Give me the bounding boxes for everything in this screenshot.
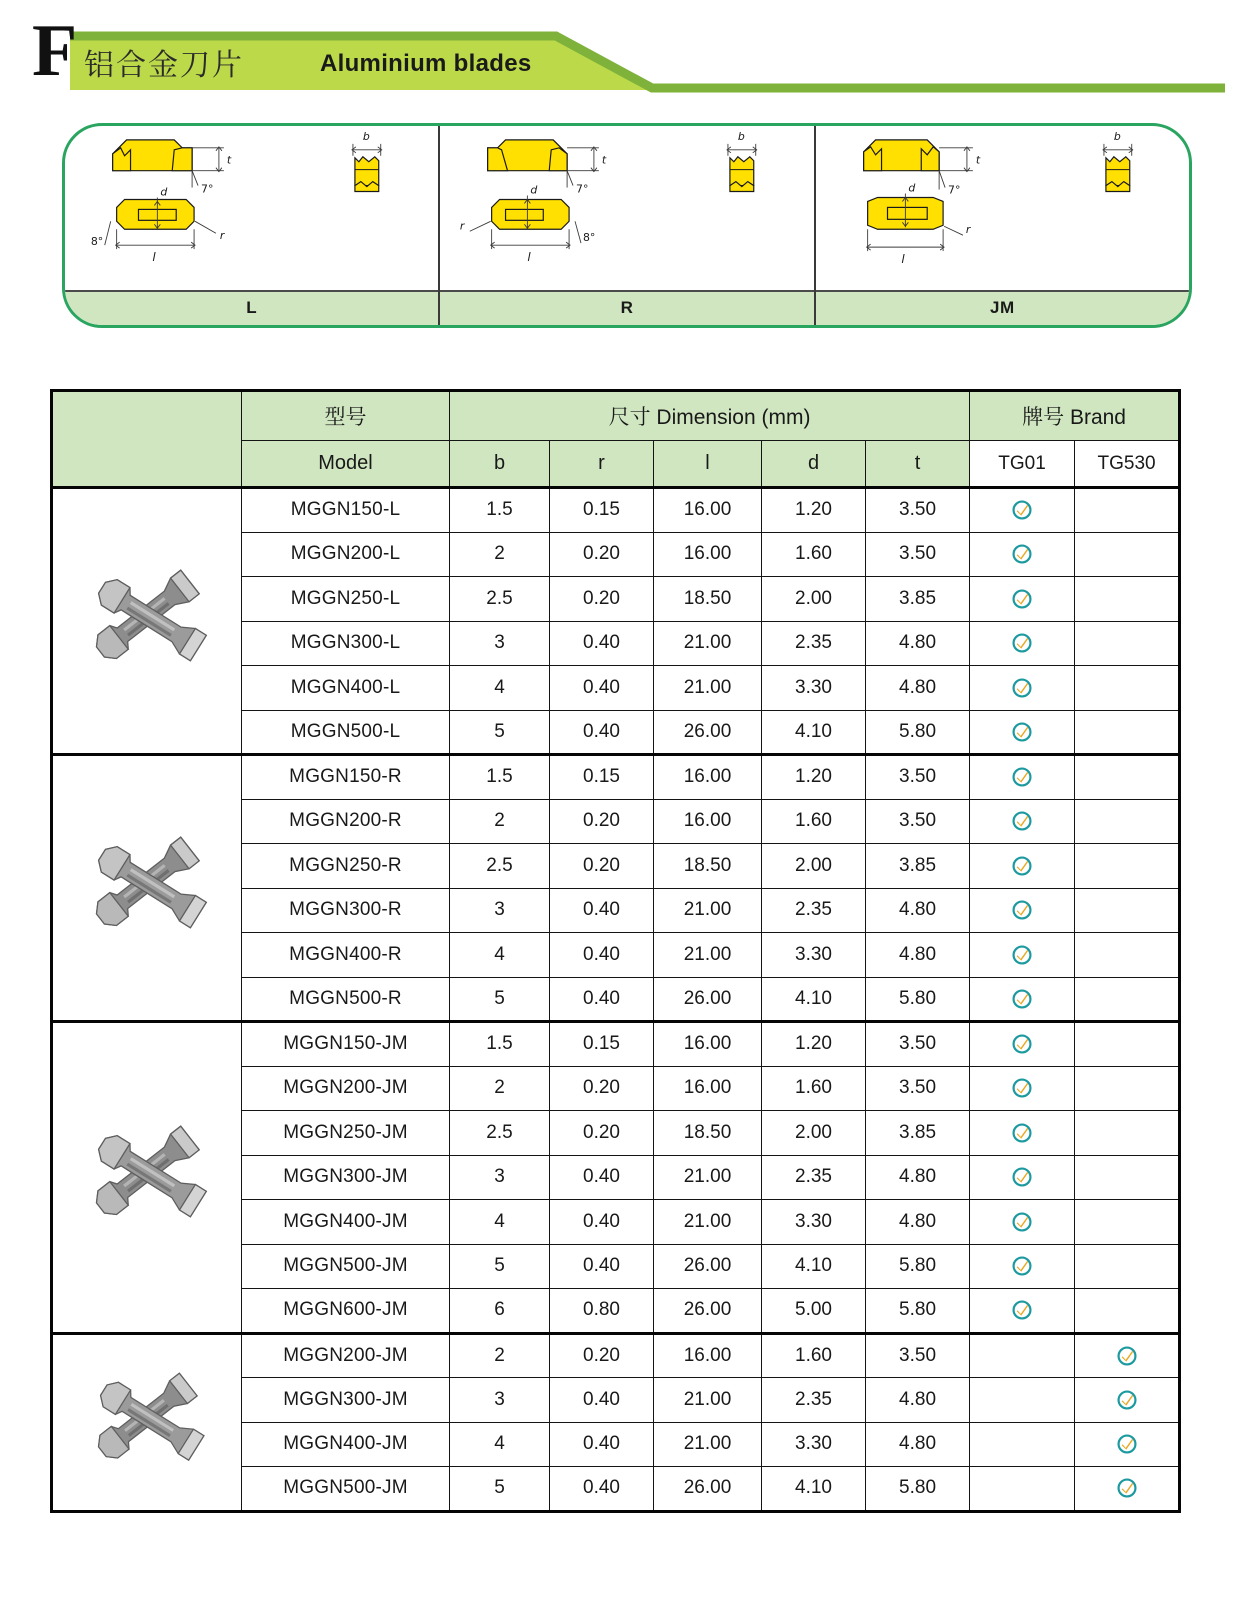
cell-d: 4.10: [762, 710, 866, 755]
cell-r: 0.20: [550, 532, 654, 577]
empty-mark: [1116, 674, 1138, 696]
cell-brand-tg01: [970, 1378, 1075, 1423]
product-photo: [53, 1102, 241, 1252]
cell-model: MGGN500-L: [242, 710, 450, 755]
header-col-l: l: [654, 441, 762, 488]
cell-d: 2.35: [762, 888, 866, 933]
page-title-english: Aluminium blades: [320, 50, 532, 77]
cell-l: 16.00: [654, 755, 762, 800]
cell-brand-tg01: [970, 710, 1075, 755]
cell-r: 0.20: [550, 844, 654, 889]
diagram-label-r: R: [440, 290, 813, 325]
check-circle-icon: [1011, 1077, 1033, 1099]
product-photo-cell: [52, 1333, 242, 1511]
cell-t: 4.80: [866, 666, 970, 711]
cell-brand-tg530: [1075, 888, 1180, 933]
check-circle-icon: [1011, 588, 1033, 610]
cell-d: 5.00: [762, 1289, 866, 1334]
table-row: [52, 1333, 1180, 1378]
cell-brand-tg530: [1075, 1111, 1180, 1156]
cell-t: 4.80: [866, 888, 970, 933]
cell-b: 2: [450, 799, 550, 844]
check-circle-icon: [1011, 543, 1033, 565]
cell-brand-tg01: [970, 1155, 1075, 1200]
product-photo-cell: [52, 1022, 242, 1334]
cell-model: MGGN200-L: [242, 532, 450, 577]
empty-mark: [1011, 1342, 1033, 1364]
empty-mark: [1011, 1430, 1033, 1452]
cell-b: 1.5: [450, 488, 550, 533]
cell-r: 0.20: [550, 1333, 654, 1378]
empty-mark: [1116, 1119, 1138, 1141]
cell-model: MGGN300-L: [242, 621, 450, 666]
diagram-cell-r: [440, 126, 815, 325]
check-circle-icon: [1011, 1299, 1033, 1321]
cell-b: 1.5: [450, 755, 550, 800]
specification-table: [50, 389, 1181, 1513]
cell-b: 6: [450, 1289, 550, 1334]
diagram-label-l: L: [65, 290, 438, 325]
cell-b: 2: [450, 1333, 550, 1378]
check-circle-icon: [1011, 766, 1033, 788]
cell-model: MGGN150-L: [242, 488, 450, 533]
check-circle-icon: [1011, 1255, 1033, 1277]
cell-r: 0.40: [550, 977, 654, 1022]
cell-brand-tg01: [970, 799, 1075, 844]
cell-d: 2.35: [762, 621, 866, 666]
cell-d: 2.00: [762, 577, 866, 622]
cell-r: 0.40: [550, 1422, 654, 1467]
cell-l: 16.00: [654, 799, 762, 844]
cell-r: 0.40: [550, 666, 654, 711]
svg-text:r: r: [460, 219, 465, 233]
cell-l: 26.00: [654, 710, 762, 755]
cell-l: 18.50: [654, 844, 762, 889]
check-circle-icon: [1011, 721, 1033, 743]
cell-brand-tg01: [970, 1244, 1075, 1289]
cell-t: 3.50: [866, 532, 970, 577]
cell-brand-tg01: [970, 488, 1075, 533]
cell-model: MGGN200-JM: [242, 1333, 450, 1378]
diagram-label-jm: JM: [816, 290, 1189, 325]
cell-l: 21.00: [654, 621, 762, 666]
cell-brand-tg01: [970, 577, 1075, 622]
cell-r: 0.40: [550, 1200, 654, 1245]
check-circle-icon: [1116, 1433, 1138, 1455]
table-row: [52, 755, 1180, 800]
svg-text:d: d: [160, 185, 168, 199]
cell-model: MGGN200-JM: [242, 1066, 450, 1111]
svg-text:d: d: [530, 183, 538, 197]
svg-text:8°: 8°: [90, 235, 104, 249]
empty-mark: [1116, 985, 1138, 1007]
cell-b: 3: [450, 621, 550, 666]
cell-d: 3.30: [762, 666, 866, 711]
cell-l: 26.00: [654, 977, 762, 1022]
cell-b: 4: [450, 1422, 550, 1467]
empty-mark: [1116, 1208, 1138, 1230]
table-row: [52, 488, 1180, 533]
cell-b: 2.5: [450, 1111, 550, 1156]
empty-mark: [1116, 941, 1138, 963]
cell-b: 2: [450, 532, 550, 577]
check-circle-icon: [1116, 1477, 1138, 1499]
cell-l: 21.00: [654, 666, 762, 711]
cell-b: 2.5: [450, 844, 550, 889]
cell-t: 3.85: [866, 577, 970, 622]
cell-l: 16.00: [654, 1022, 762, 1067]
cell-d: 1.60: [762, 799, 866, 844]
cell-d: 1.60: [762, 1066, 866, 1111]
cell-b: 3: [450, 1155, 550, 1200]
cell-b: 5: [450, 710, 550, 755]
svg-text:r: r: [219, 229, 225, 243]
cell-l: 21.00: [654, 1422, 762, 1467]
empty-mark: [1116, 540, 1138, 562]
cell-brand-tg530: [1075, 933, 1180, 978]
cell-brand-tg01: [970, 888, 1075, 933]
table-row: [52, 1022, 1180, 1067]
cell-r: 0.40: [550, 888, 654, 933]
blade-drawing-l: [65, 126, 438, 290]
cell-brand-tg530: [1075, 1289, 1180, 1334]
empty-mark: [1116, 718, 1138, 740]
cell-brand-tg01: [970, 1200, 1075, 1245]
blade-diagram-panel: [62, 123, 1192, 328]
check-circle-icon: [1011, 899, 1033, 921]
svg-text:7°: 7°: [201, 182, 214, 196]
table-body: [52, 488, 1180, 1512]
svg-text:l: l: [527, 250, 532, 265]
cell-b: 5: [450, 1244, 550, 1289]
cell-brand-tg01: [970, 1066, 1075, 1111]
check-circle-icon: [1011, 499, 1033, 521]
cell-model: MGGN300-JM: [242, 1378, 450, 1423]
product-photo: [53, 813, 241, 963]
cell-brand-tg530: [1075, 1333, 1180, 1378]
cell-l: 16.00: [654, 532, 762, 577]
cell-b: 4: [450, 666, 550, 711]
svg-text:l: l: [152, 250, 156, 265]
blade-drawing-r: [440, 126, 813, 290]
table-header: [52, 391, 1180, 488]
diagram-cell-l: [65, 126, 440, 325]
cell-l: 21.00: [654, 1200, 762, 1245]
cell-l: 21.00: [654, 888, 762, 933]
cell-r: 0.20: [550, 577, 654, 622]
cell-brand-tg530: [1075, 1244, 1180, 1289]
check-circle-icon: [1011, 810, 1033, 832]
cell-r: 0.15: [550, 488, 654, 533]
header-col-tg530: TG530: [1075, 441, 1180, 488]
svg-text:7°: 7°: [947, 183, 961, 197]
empty-mark: [1116, 763, 1138, 785]
cell-model: MGGN150-JM: [242, 1022, 450, 1067]
cell-brand-tg530: [1075, 1155, 1180, 1200]
cell-brand-tg530: [1075, 977, 1180, 1022]
cell-r: 0.20: [550, 1111, 654, 1156]
cell-t: 4.80: [866, 1378, 970, 1423]
cell-brand-tg01: [970, 1467, 1075, 1512]
cell-r: 0.15: [550, 755, 654, 800]
cell-brand-tg530: [1075, 1422, 1180, 1467]
empty-mark: [1116, 496, 1138, 518]
cell-b: 2: [450, 1066, 550, 1111]
cell-brand-tg01: [970, 621, 1075, 666]
cell-r: 0.20: [550, 1066, 654, 1111]
svg-text:b: b: [1113, 129, 1121, 143]
cell-r: 0.15: [550, 1022, 654, 1067]
check-circle-icon: [1011, 1122, 1033, 1144]
svg-text:r: r: [965, 223, 971, 237]
empty-mark: [1011, 1474, 1033, 1496]
empty-mark: [1116, 807, 1138, 829]
header-model-cn: 型号: [242, 391, 450, 441]
cell-b: 4: [450, 933, 550, 978]
cell-brand-tg01: [970, 844, 1075, 889]
svg-text:b: b: [738, 129, 746, 143]
cell-model: MGGN500-JM: [242, 1467, 450, 1512]
brand-letter-f: F: [32, 10, 76, 92]
cell-d: 3.30: [762, 933, 866, 978]
cell-model: MGGN200-R: [242, 799, 450, 844]
cell-brand-tg530: [1075, 1200, 1180, 1245]
cell-l: 18.50: [654, 1111, 762, 1156]
cell-d: 4.10: [762, 1467, 866, 1512]
svg-text:t: t: [975, 153, 980, 167]
cell-t: 5.80: [866, 1289, 970, 1334]
cell-l: 18.50: [654, 577, 762, 622]
check-circle-icon: [1011, 1033, 1033, 1055]
cell-t: 3.50: [866, 799, 970, 844]
cell-r: 0.40: [550, 1378, 654, 1423]
empty-mark: [1116, 1252, 1138, 1274]
empty-mark: [1116, 852, 1138, 874]
cell-brand-tg530: [1075, 666, 1180, 711]
blade-drawing-jm: [816, 126, 1189, 290]
cell-d: 2.35: [762, 1155, 866, 1200]
check-circle-icon: [1011, 855, 1033, 877]
cell-l: 21.00: [654, 1378, 762, 1423]
cell-model: MGGN250-R: [242, 844, 450, 889]
check-circle-icon: [1116, 1345, 1138, 1367]
cell-d: 1.20: [762, 755, 866, 800]
cell-r: 0.40: [550, 1155, 654, 1200]
cell-t: 5.80: [866, 710, 970, 755]
header-col-r: r: [550, 441, 654, 488]
check-circle-icon: [1011, 1211, 1033, 1233]
cell-t: 3.85: [866, 844, 970, 889]
cell-t: 4.80: [866, 933, 970, 978]
cell-l: 21.00: [654, 933, 762, 978]
cell-brand-tg530: [1075, 1066, 1180, 1111]
cell-model: MGGN400-JM: [242, 1200, 450, 1245]
cell-b: 5: [450, 977, 550, 1022]
svg-text:7°: 7°: [576, 182, 589, 196]
cell-t: 3.50: [866, 1333, 970, 1378]
header-col-tg01: TG01: [970, 441, 1075, 488]
header-col-t: t: [866, 441, 970, 488]
cell-brand-tg530: [1075, 621, 1180, 666]
header-col-d: d: [762, 441, 866, 488]
cell-t: 4.80: [866, 1155, 970, 1200]
check-circle-icon: [1011, 1166, 1033, 1188]
svg-text:8°: 8°: [583, 231, 596, 245]
product-photo: [53, 1350, 241, 1494]
cell-b: 2.5: [450, 577, 550, 622]
cell-model: MGGN600-JM: [242, 1289, 450, 1334]
cell-t: 3.85: [866, 1111, 970, 1156]
cell-model: MGGN300-JM: [242, 1155, 450, 1200]
cell-r: 0.20: [550, 799, 654, 844]
cell-r: 0.40: [550, 710, 654, 755]
cell-model: MGGN250-JM: [242, 1111, 450, 1156]
empty-mark: [1116, 896, 1138, 918]
svg-text:l: l: [901, 252, 905, 267]
cell-t: 4.80: [866, 1200, 970, 1245]
cell-brand-tg530: [1075, 488, 1180, 533]
cell-brand-tg01: [970, 1111, 1075, 1156]
cell-t: 5.80: [866, 977, 970, 1022]
cell-b: 3: [450, 1378, 550, 1423]
empty-mark: [1011, 1386, 1033, 1408]
header-image-column: [52, 391, 242, 488]
cell-brand-tg01: [970, 532, 1075, 577]
check-circle-icon: [1011, 677, 1033, 699]
cell-brand-tg01: [970, 1333, 1075, 1378]
cell-model: MGGN250-L: [242, 577, 450, 622]
header-brand-group: 牌号 Brand: [970, 391, 1180, 441]
cell-brand-tg530: [1075, 710, 1180, 755]
cell-brand-tg530: [1075, 532, 1180, 577]
cell-d: 4.10: [762, 977, 866, 1022]
cell-l: 26.00: [654, 1467, 762, 1512]
cell-d: 2.00: [762, 1111, 866, 1156]
page-title-chinese: 铝合金刀片: [84, 48, 244, 83]
cell-brand-tg01: [970, 666, 1075, 711]
cell-d: 3.30: [762, 1200, 866, 1245]
cell-d: 3.30: [762, 1422, 866, 1467]
cell-l: 21.00: [654, 1155, 762, 1200]
product-photo-cell: [52, 488, 242, 755]
empty-mark: [1116, 1074, 1138, 1096]
cell-l: 26.00: [654, 1289, 762, 1334]
header-dimension-group: 尺寸 Dimension (mm): [450, 391, 970, 441]
cell-brand-tg530: [1075, 1467, 1180, 1512]
product-photo: [53, 546, 241, 696]
empty-mark: [1116, 629, 1138, 651]
cell-t: 3.50: [866, 755, 970, 800]
cell-t: 4.80: [866, 621, 970, 666]
cell-brand-tg01: [970, 1422, 1075, 1467]
cell-r: 0.40: [550, 1467, 654, 1512]
cell-d: 1.60: [762, 532, 866, 577]
check-circle-icon: [1011, 944, 1033, 966]
cell-brand-tg530: [1075, 844, 1180, 889]
product-photo-cell: [52, 755, 242, 1022]
cell-brand-tg01: [970, 1022, 1075, 1067]
cell-model: MGGN400-R: [242, 933, 450, 978]
cell-model: MGGN500-R: [242, 977, 450, 1022]
cell-model: MGGN300-R: [242, 888, 450, 933]
check-circle-icon: [1011, 632, 1033, 654]
cell-t: 3.50: [866, 488, 970, 533]
cell-brand-tg530: [1075, 755, 1180, 800]
header-col-b: b: [450, 441, 550, 488]
cell-brand-tg530: [1075, 799, 1180, 844]
svg-text:t: t: [602, 153, 607, 167]
empty-mark: [1116, 585, 1138, 607]
cell-brand-tg01: [970, 755, 1075, 800]
page-header: [0, 0, 1258, 100]
cell-d: 1.20: [762, 1022, 866, 1067]
cell-t: 5.80: [866, 1244, 970, 1289]
cell-d: 4.10: [762, 1244, 866, 1289]
cell-l: 26.00: [654, 1244, 762, 1289]
cell-d: 2.00: [762, 844, 866, 889]
empty-mark: [1116, 1163, 1138, 1185]
cell-brand-tg530: [1075, 1378, 1180, 1423]
cell-t: 3.50: [866, 1022, 970, 1067]
cell-b: 3: [450, 888, 550, 933]
cell-brand-tg530: [1075, 1022, 1180, 1067]
cell-d: 1.20: [762, 488, 866, 533]
cell-l: 16.00: [654, 1066, 762, 1111]
cell-brand-tg01: [970, 977, 1075, 1022]
empty-mark: [1116, 1296, 1138, 1318]
header-model-en: Model: [242, 441, 450, 488]
cell-b: 1.5: [450, 1022, 550, 1067]
cell-l: 16.00: [654, 488, 762, 533]
cell-t: 4.80: [866, 1422, 970, 1467]
check-circle-icon: [1116, 1389, 1138, 1411]
cell-l: 16.00: [654, 1333, 762, 1378]
cell-model: MGGN400-JM: [242, 1422, 450, 1467]
cell-d: 2.35: [762, 1378, 866, 1423]
cell-b: 5: [450, 1467, 550, 1512]
cell-model: MGGN400-L: [242, 666, 450, 711]
cell-b: 4: [450, 1200, 550, 1245]
cell-brand-tg01: [970, 933, 1075, 978]
cell-d: 1.60: [762, 1333, 866, 1378]
svg-text:b: b: [362, 129, 370, 143]
cell-model: MGGN150-R: [242, 755, 450, 800]
cell-r: 0.40: [550, 933, 654, 978]
cell-model: MGGN500-JM: [242, 1244, 450, 1289]
cell-brand-tg01: [970, 1289, 1075, 1334]
cell-r: 0.40: [550, 1244, 654, 1289]
check-circle-icon: [1011, 988, 1033, 1010]
empty-mark: [1116, 1030, 1138, 1052]
cell-brand-tg530: [1075, 577, 1180, 622]
cell-t: 3.50: [866, 1066, 970, 1111]
cell-t: 5.80: [866, 1467, 970, 1512]
svg-text:d: d: [908, 181, 915, 195]
svg-text:t: t: [226, 153, 232, 167]
cell-r: 0.40: [550, 621, 654, 666]
diagram-cell-jm: [816, 126, 1189, 325]
cell-r: 0.80: [550, 1289, 654, 1334]
